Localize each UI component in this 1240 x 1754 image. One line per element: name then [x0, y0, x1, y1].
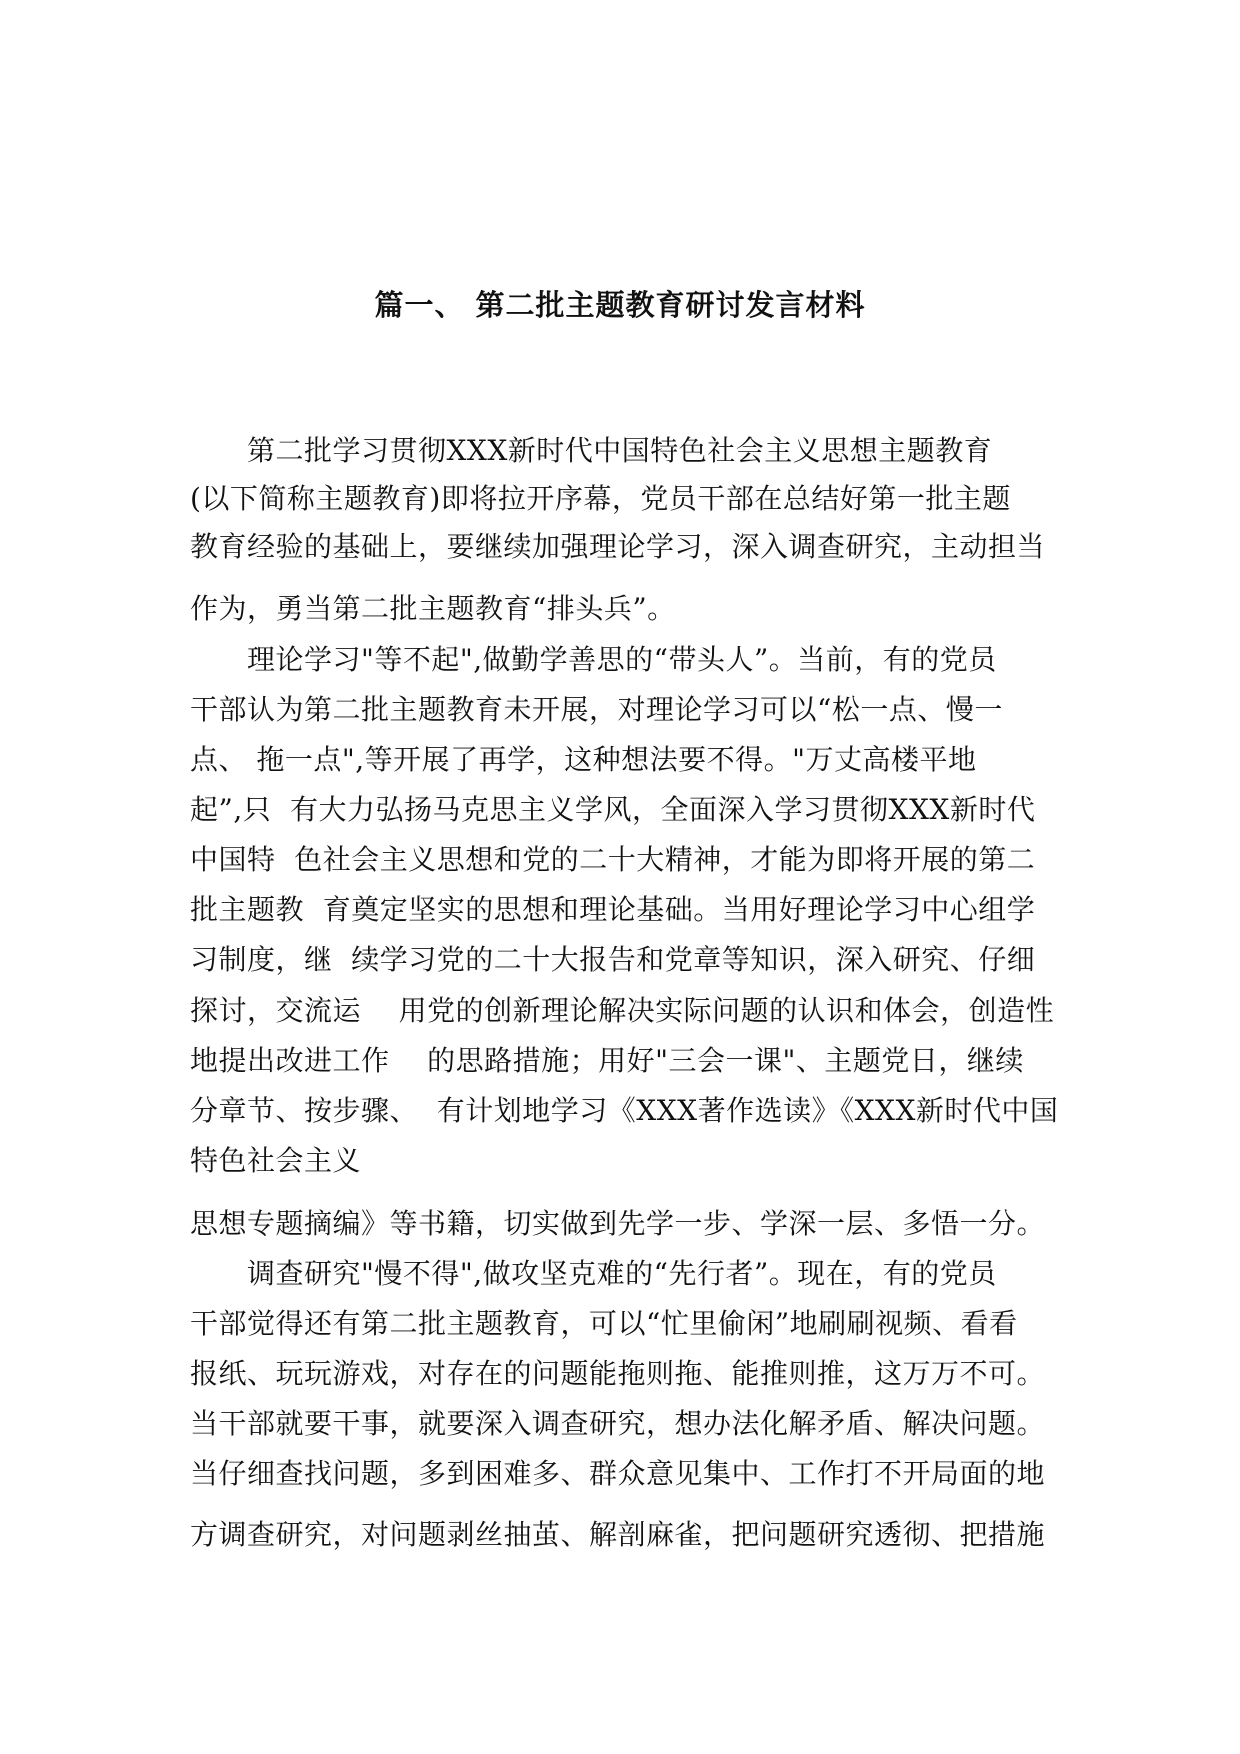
body-line: 干部认为第二批主题教育未开展，对理论学习可以“松一点、慢一: [190, 693, 1003, 726]
body-line: 干部觉得还有第二批主题教育，可以“忙里偷闲”地刷刷视频、看看: [190, 1307, 1018, 1340]
body-line: 地提出改进工作 的思路措施；用好"三会一课"、主题党日，继续: [190, 1044, 1024, 1077]
body-line: 当仔细查找问题，多到困难多、群众意见集中、工作打不开局面的地: [190, 1457, 1046, 1490]
body-line: 习制度，继 续学习党的二十大报告和党章等知识，深入研究、仔细: [190, 943, 1036, 976]
body-line: 作为，勇当第二批主题教育“排头兵”。: [190, 592, 676, 625]
body-line: 思想专题摘编》等书籍，切实做到先学一步、学深一层、多悟一分。: [190, 1207, 1046, 1240]
body-line: 起”,只 有大力弘扬马克思主义学风，全面深入学习贯彻XXX新时代: [190, 793, 1036, 826]
body-line: 调查研究"慢不得",做攻坚克难的“先行者”。现在，有的党员: [190, 1257, 997, 1290]
body-line: 理论学习"等不起",做勤学善思的“带头人”。当前，有的党员: [190, 643, 997, 676]
body-line: (以下简称主题教育)即将拉开序幕，党员干部在总结好第一批主题: [190, 482, 1011, 515]
body-line: 批主题教 育奠定坚实的思想和理论基础。当用好理论学习中心组学: [190, 893, 1036, 926]
body-line: 特色社会主义: [190, 1144, 362, 1177]
body-line: 教育经验的基础上，要继续加强理论学习，深入调查研究，主动担当: [190, 530, 1046, 563]
body-line: 报纸、玩玩游戏，对存在的问题能拖则拖、能推则推，这万万不可。: [190, 1357, 1046, 1390]
body-line: 分章节、按步骤、 有计划地学习《XXX著作选读》《XXX新时代中国: [190, 1094, 1059, 1127]
document-title: 篇一、 第二批主题教育研讨发言材料: [374, 288, 866, 322]
body-line: 第二批学习贯彻XXX新时代中国特色社会主义思想主题教育: [190, 434, 993, 467]
body-line: 点、 拖一点",等开展了再学，这种想法要不得。"万丈高楼平地: [190, 743, 977, 776]
body-line: 中国特 色社会主义思想和党的二十大精神，才能为即将开展的第二: [190, 843, 1036, 876]
body-line: 当干部就要干事，就要深入调查研究，想办法化解矛盾、解决问题。: [190, 1407, 1046, 1440]
body-line: 方调查研究，对问题剥丝抽茧、解剖麻雀，把问题研究透彻、把措施: [190, 1518, 1046, 1551]
body-line: 探讨，交流运 用党的创新理论解决实际问题的认识和体会，创造性: [190, 994, 1055, 1027]
